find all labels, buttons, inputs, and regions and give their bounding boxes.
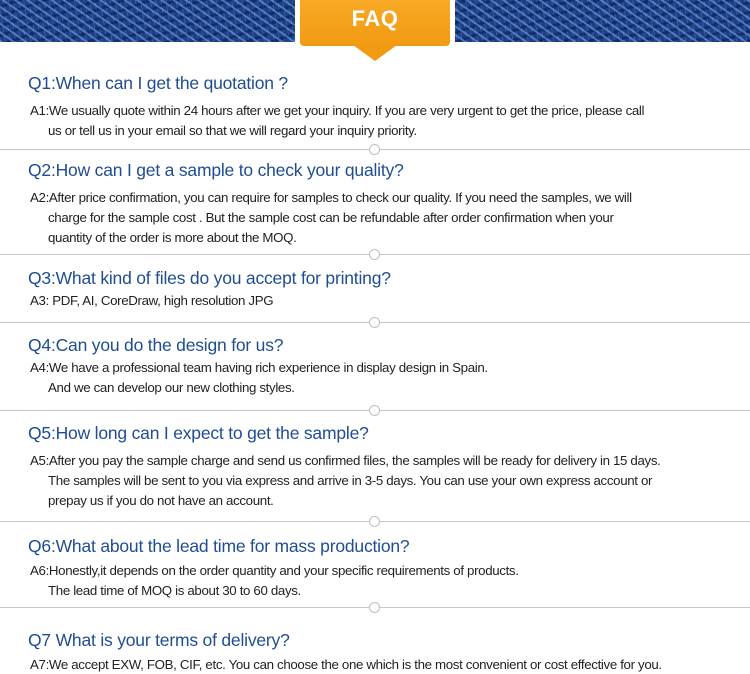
answer-6-line-1: A6:Honestly,it depends on the order quantity and your specific requirements of products. — [30, 563, 519, 578]
answer-2-line-3: quantity of the order is more about the MOQ. — [48, 230, 297, 245]
question-1: Q1:When can I get the quotation ? — [28, 73, 288, 93]
answer-1-line-1: A1:We usually quote within 24 hours after we get your inquiry. If you are very urgent to get the price, please call — [30, 103, 645, 118]
answer-2-line-1: A2:After price confirmation, you can require for samples to check our quality. If you need the samples, we will — [30, 190, 632, 205]
answer-2-line-2: charge for the sample cost . But the sample cost can be refundable after order confirmation when your — [48, 210, 614, 225]
divider-knot — [369, 516, 380, 527]
answer-3 — [30, 291, 742, 311]
faq-title: FAQ — [351, 6, 399, 31]
answer-3-line-1: A3: PDF, AI, CoreDraw, high resolution JPG — [30, 293, 274, 308]
question-4: Q4:Can you do the design for us? — [28, 335, 284, 355]
answer-4-line-2: And we can develop our new clothing styles. — [48, 380, 295, 395]
answer-6-line-2: The lead time of MOQ is about 30 to 60 days. — [48, 583, 301, 598]
answer-4-line-1: A4:We have a professional team having rich experience in display design in Spain. — [30, 360, 488, 375]
answer-6 — [30, 561, 742, 601]
divider-knot — [369, 144, 380, 155]
divider-knot — [369, 317, 380, 328]
answer-5 — [30, 451, 742, 511]
question-6: Q6:What about the lead time for mass production? — [28, 536, 410, 556]
question-3: Q3:What kind of files do you accept for printing? — [28, 268, 391, 288]
question-5: Q5:How long can I expect to get the sample? — [28, 423, 369, 443]
question-2: Q2:How can I get a sample to check your quality? — [28, 160, 404, 180]
answer-1 — [30, 101, 742, 141]
answer-5-line-3: prepay us if you do not have an account. — [48, 493, 274, 508]
answer-7 — [30, 655, 742, 674]
divider-knot — [369, 602, 380, 613]
divider-knot — [369, 405, 380, 416]
answer-7-line-1: A7:We accept EXW, FOB, CIF, etc. You can choose the one which is the most convenient or cost effective for you. — [30, 657, 662, 672]
answer-4 — [30, 358, 742, 398]
divider-knot — [369, 249, 380, 260]
answer-2 — [30, 188, 742, 248]
faq-tab-pointer — [353, 45, 397, 61]
answer-5-line-1: A5:After you pay the sample charge and send us confirmed files, the samples will be ready for delivery in 15 days. — [30, 453, 661, 468]
answer-1-line-2: us or tell us in your email so that we will regard your inquiry priority. — [48, 123, 417, 138]
question-7: Q7 What is your terms of delivery? — [28, 630, 290, 650]
answer-5-line-2: The samples will be sent to you via express and arrive in 3-5 days. You can use your own express account or — [48, 473, 653, 488]
